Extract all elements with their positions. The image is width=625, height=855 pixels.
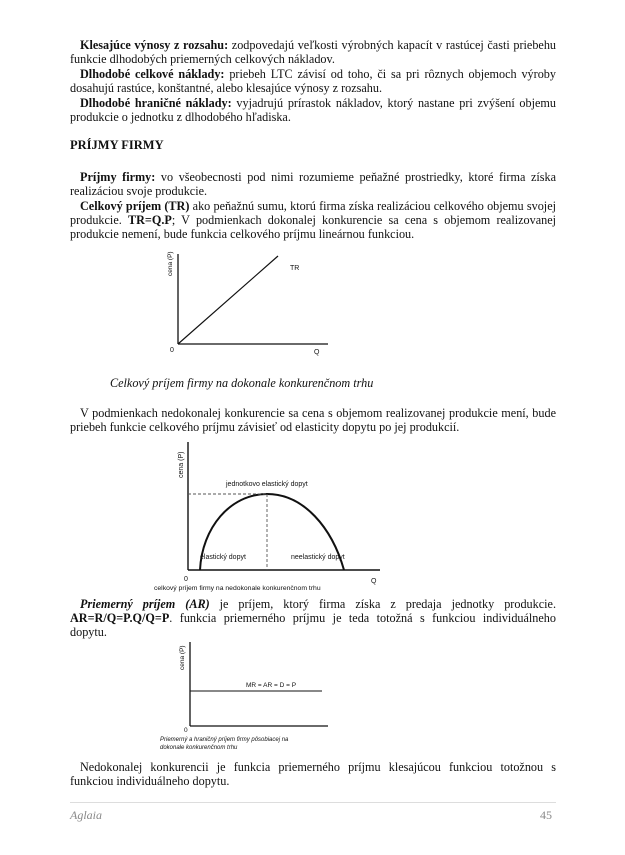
paragraph-ar	[70, 597, 556, 640]
term-lmc: Dlhodobé hraničné náklady:	[80, 96, 232, 110]
section-heading: PRÍJMY FIRMY	[70, 138, 164, 152]
page-number: 45	[540, 808, 552, 822]
fig2-origin: 0	[184, 576, 188, 583]
fig3-caption-2: dokonale konkurenčnom trhu	[160, 745, 238, 751]
figure-ar-mr	[150, 640, 340, 752]
figure-caption-tr: Celkový príjem firmy na dokonale konkurenčnom trhu	[110, 376, 374, 390]
fig1-ylabel: cena (P)	[167, 251, 174, 276]
paragraph-lmc	[70, 96, 556, 124]
formula-ar: AR=R/Q=P.Q/Q=P	[70, 611, 170, 626]
formula-tr: TR=Q.P	[127, 213, 172, 228]
definition-lmc: vyjadrujú prírastok nákladov, ktorý nastane pri zvýšení objemu produkcie o jednotku z dlhodobého hľadiska.	[70, 96, 556, 125]
paragraph-ltc	[70, 67, 556, 95]
term-diseconomies: Klesajúce výnosy z rozsahu:	[80, 38, 229, 52]
tr-line	[178, 256, 278, 344]
figure-tr-curve	[150, 438, 390, 598]
fig2-right-label: neelastický dopyt	[291, 554, 345, 561]
fig2-top-label: jednotkovo elastický dopyt	[226, 481, 308, 488]
fig3-ylabel: cena (P)	[179, 645, 186, 670]
footer-divider	[70, 802, 556, 803]
term-revenue: Príjmy firmy:	[80, 170, 156, 184]
footer-author: Aglaia	[70, 808, 102, 822]
paragraph-imperfect-ar: Nedokonalej konkurencii je funkcia priemerného príjmu klesajúcou funkciou totožnou s funkciou individuálneho dopytu.	[70, 760, 556, 789]
definition-ar: je príjem, ktorý firma získa z predaja jednotky produkcie.	[209, 597, 556, 611]
term-tr: Celkový príjem (TR)	[80, 199, 190, 213]
fig2-left-label: elastický dopyt	[200, 554, 246, 561]
fig2-xlabel: Q	[371, 578, 377, 585]
paragraph-diseconomies	[70, 38, 556, 66]
definition-diseconomies: zodpovedajú veľkosti výrobných kapacít v rastúcej časti priebehu funkcie dlhodobých priemerných celkových nákladov.	[70, 38, 557, 67]
fig1-line-label: TR	[290, 265, 300, 272]
term-ltc: Dlhodobé celkové náklady:	[80, 67, 225, 81]
definition-tr: ako peňažnú sumu, ktorú firma získa realizáciou celkového objemu svojej produkcie.	[70, 199, 556, 228]
fig2-ylabel: cena (P)	[178, 451, 185, 478]
definition-ltc: priebeh LTC závisí od toho, či sa pri rôznych objemoch výroby dosahujú rastúce, konštantné, alebo klesajúce výnosy z rozsahu.	[70, 67, 556, 96]
paragraph-revenue	[70, 170, 556, 198]
fig3-caption-1: Priemerný a hraničný príjem firmy pôsobiacej na	[160, 737, 289, 743]
definition-ar-2: . funkcia priemerného príjmu je teda totožná s funkciou individuálneho dopytu.	[70, 611, 556, 640]
term-ar: Priemerný príjem (AR)	[80, 597, 210, 611]
paragraph-tr	[70, 199, 556, 242]
fig1-origin: 0	[170, 347, 174, 354]
figure-tr-linear	[150, 248, 340, 360]
definition-revenue: vo všeobecnosti pod nimi rozumieme peňažné prostriedky, ktoré firma získa realizáciou svoje produkcie.	[70, 170, 556, 199]
fig1-xlabel: Q	[314, 349, 320, 356]
paragraph-imperfect: V podmienkach nedokonalej konkurencie sa cena s objemom realizovanej produkcie mení, bude priebeh funkcie celkového príjmu závisieť od elasticity dopytu po jej produkcií.	[70, 406, 556, 435]
fig3-origin: 0	[184, 727, 188, 734]
definition-tr-2: ; V podmienkach dokonalej konkurencie sa cena s objemom realizovanej produkcie nemení, bude funkcia celkového príjmu lineárnou funkciou.	[70, 213, 556, 242]
fig2-caption: celkový príjem firmy na nedokonale konkurenčnom trhu	[154, 585, 321, 592]
fig3-line-label: MR = AR = D = P	[246, 682, 297, 689]
